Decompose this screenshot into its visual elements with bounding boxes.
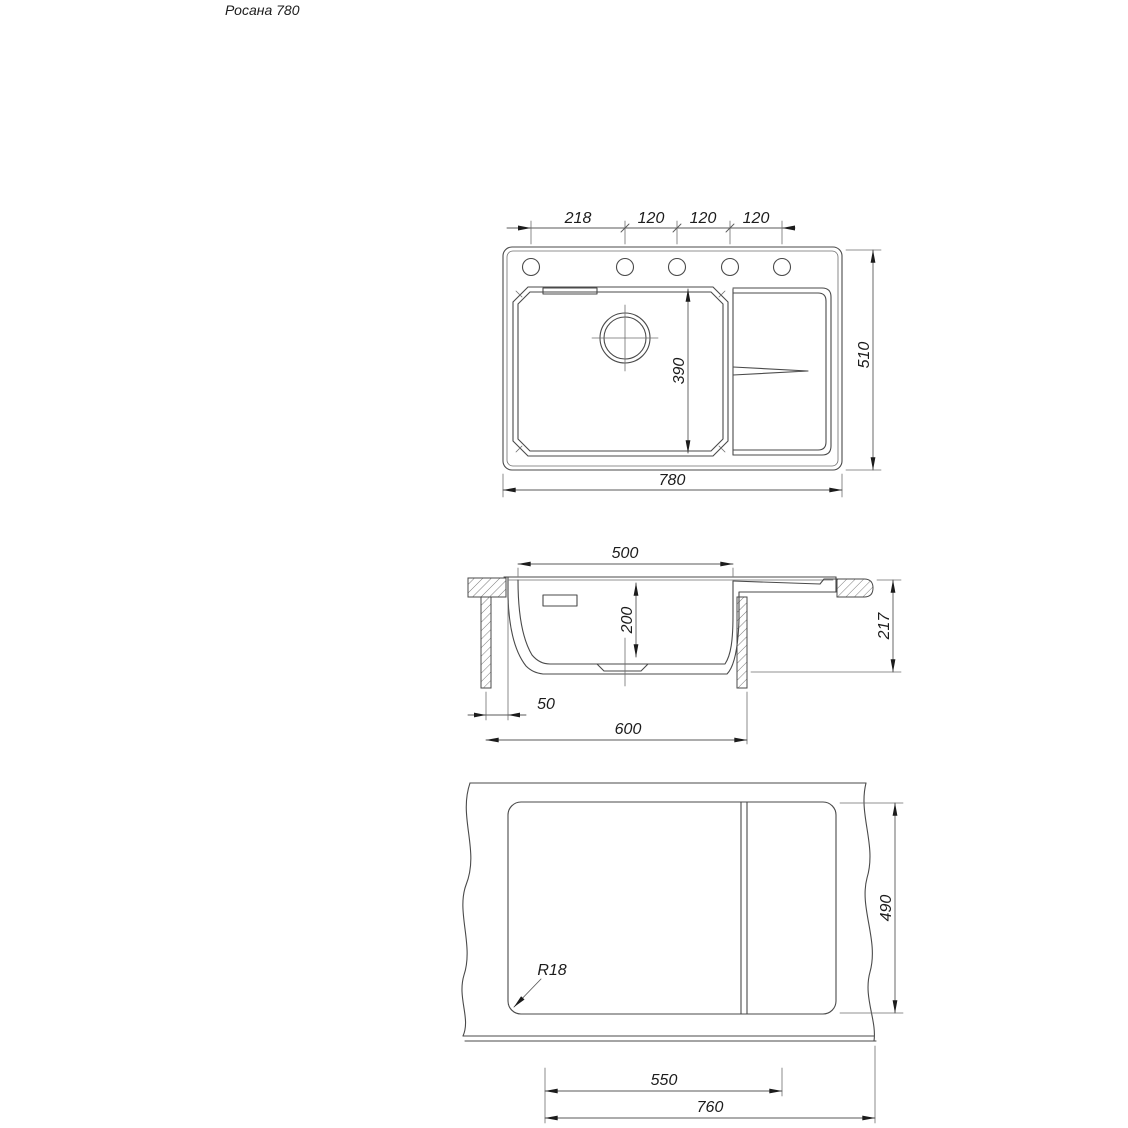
overflow-slot-section [543, 595, 577, 606]
drainboard-profile [733, 577, 836, 592]
drain-groove [733, 367, 808, 375]
dim-label-490: 490 [878, 894, 895, 922]
break-line-right [864, 783, 874, 1041]
dim-label-120: 120 [637, 210, 665, 227]
bowl-inner-contour [518, 292, 723, 451]
dim-label-200: 200 [619, 606, 636, 634]
dim-bowl-length [671, 289, 688, 453]
drainboard-inner-contour [733, 293, 826, 450]
dim-label-600: 600 [614, 721, 642, 738]
dim-overall-depth [846, 250, 881, 470]
countertop-slab [462, 783, 876, 1041]
dim-label-780: 780 [658, 472, 686, 489]
faucet-hole [617, 259, 634, 276]
dim-overall-height [751, 580, 901, 672]
top-view [503, 210, 881, 497]
sink-section-profile [504, 577, 836, 686]
drainboard-outer-contour [733, 288, 831, 455]
dim-hole-spacing [507, 210, 795, 244]
faucet-holes [523, 259, 791, 276]
bowl-outer-wall [508, 577, 836, 674]
countertop-section-right [837, 579, 873, 597]
dim-cabinet-width [486, 692, 747, 744]
dim-label-500: 500 [611, 545, 639, 562]
dim-label-217: 217 [876, 612, 893, 640]
dim-base-depth [840, 803, 903, 1013]
drain-hole [592, 305, 658, 371]
bowl-outer-contour [513, 287, 728, 456]
section-view [468, 545, 901, 744]
drain-recess [597, 664, 648, 671]
faucet-hole [669, 259, 686, 276]
bottom-view [462, 783, 903, 1123]
cabinet-wall-left [481, 597, 491, 688]
dim-label-760: 760 [696, 1099, 724, 1116]
dim-label-218: 218 [564, 210, 592, 227]
faucet-hole [774, 259, 791, 276]
dim-bowl-base-width [545, 1068, 782, 1123]
break-line-left [462, 783, 471, 1036]
arrowhead [508, 713, 520, 718]
dim-label-120: 120 [689, 210, 717, 227]
faucet-hole [523, 259, 540, 276]
dim-label-390: 390 [671, 357, 688, 385]
bowl-plan [513, 287, 728, 456]
dim-label-550: 550 [650, 1072, 678, 1089]
drawing-title: Росана 780 [225, 2, 300, 18]
countertop-section-left [468, 578, 506, 597]
radius-callout [514, 962, 567, 1007]
dim-overall-width [503, 472, 842, 497]
dim-label-510: 510 [856, 341, 873, 369]
radius-label-R18: R18 [537, 962, 567, 979]
faucet-hole [722, 259, 739, 276]
drainboard-plan [733, 288, 831, 455]
arrowhead [518, 226, 531, 231]
arrowhead [782, 226, 795, 231]
arrowhead [474, 713, 486, 718]
corner-facet-lines [516, 291, 725, 452]
dim-label-50: 50 [537, 696, 555, 713]
leader-line [514, 979, 541, 1007]
dim-base-width [545, 1046, 875, 1123]
sink-base-outline [508, 802, 836, 1014]
dim-bowl-depth [619, 583, 636, 657]
dim-label-120: 120 [742, 210, 770, 227]
dim-bowl-width [518, 545, 733, 576]
overflow-slot [543, 288, 597, 294]
